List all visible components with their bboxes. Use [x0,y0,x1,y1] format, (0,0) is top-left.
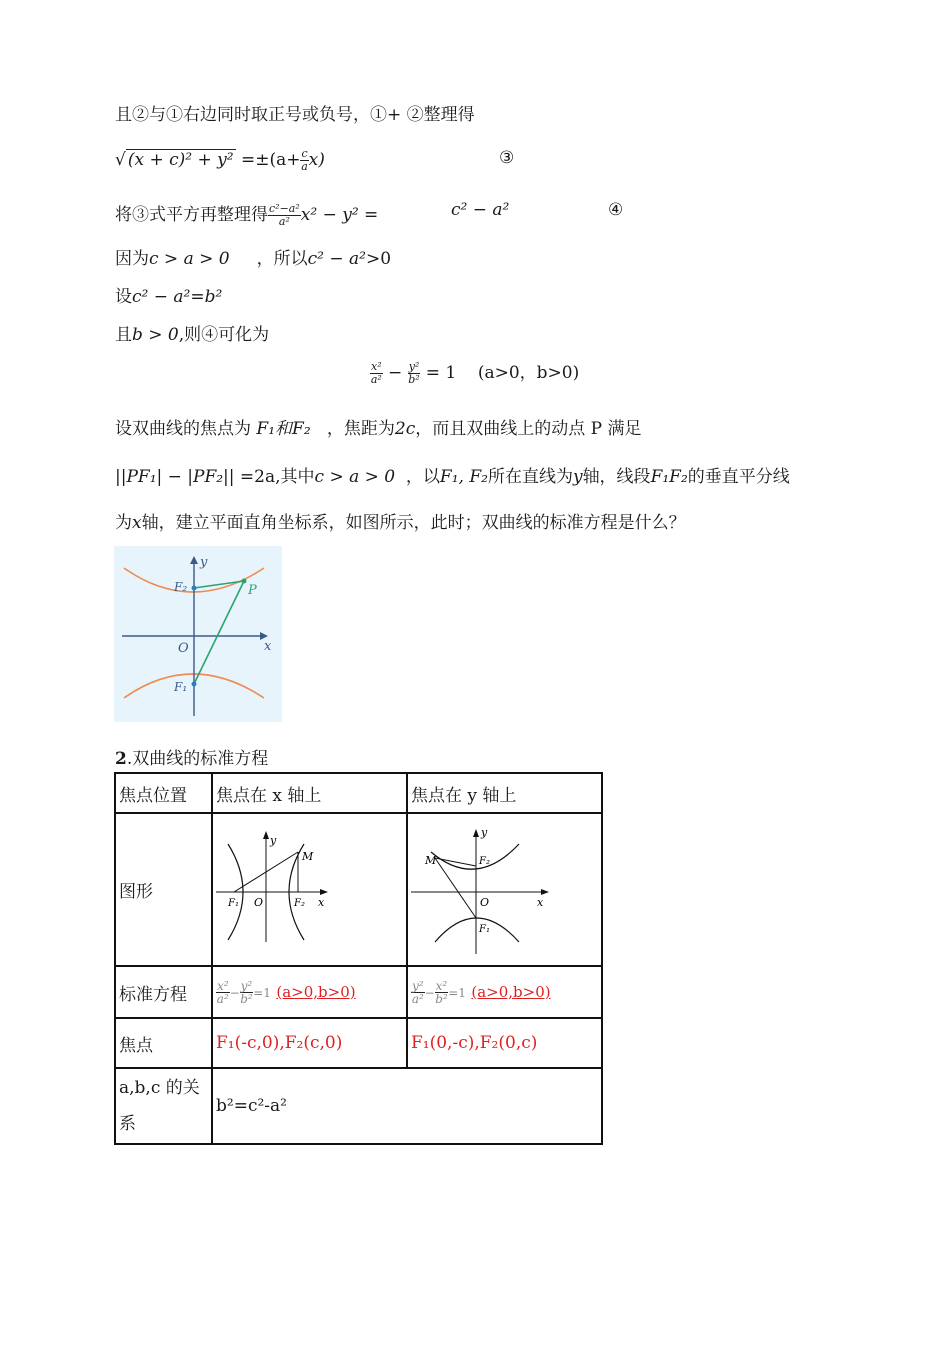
so-word: ，所以 [256,249,308,269]
so-gt: >0 [365,249,392,269]
figy-y-label: y [481,826,488,839]
sqrt-sign: √ [115,150,126,170]
p2-b: ，以 [405,467,440,487]
eqy-frac-2: $\frac{\text{x²}}{\text{b²}}$ [435,978,448,1006]
text-set [115,282,222,307]
and-rest: ,则④可化为 [178,325,270,345]
std-frac-y: $\frac{\text{y²}}{\text{b²}}$ [408,360,420,386]
fig1-origin-label: O [178,641,189,656]
eqx-one: =1 [253,985,271,1000]
figx-origin-label: O [254,896,264,909]
standard-equation [370,358,579,386]
std-cond: (a>0，b>0) [477,363,580,383]
cell-graph-y [407,813,602,966]
p3-b: 轴，建立平面直角坐标系，如图所示，此时；双曲线的标准方程是什么？ [141,513,686,533]
eqx-condition: (a>0,b>0) [276,982,356,1001]
hyperbola-y-figure [411,814,596,960]
std-minus: − [388,363,403,383]
section-number: 2 [115,749,127,769]
cell-graph-x [212,813,407,966]
eqx-frac-2: $\frac{\text{y²}}{\text{b²}}$ [240,978,253,1006]
p2-a: =2a,其中 [239,467,315,487]
text-line-1: 且②与①右边同时取正号或负号，①+ ②整理得 [115,105,475,125]
fig1-f2-label: F₂ [174,580,188,594]
hyperbola-figure-1 [114,546,282,722]
p2-c: 所在直线为 [487,467,573,487]
p1-c: ，而且双曲线上的动点 P 满足 [415,419,642,439]
row-label-equation: 标准方程 [115,966,212,1018]
figx-x-label: x [318,896,325,909]
set-eq: = [190,287,205,307]
eqy-one: =1 [448,985,466,1000]
eq4-rest: x² − y² = [300,205,379,225]
figy-m-label: M [425,854,437,867]
figx-y-label: y [270,834,277,847]
table-row-relation [115,1068,602,1144]
relation-label-b: 系 [119,1114,136,1134]
equation-3 [115,147,515,173]
p1-f2: F₂ [292,419,311,439]
p2-e: 的垂直平分线 [687,467,790,487]
paragraph-2 [115,462,790,487]
cell-equation-x: $\frac{\text{x²}}{\text{a²}}$ − $\frac{\text{y²}}{\text{b²}}$ =1 (a>0,b>0) [212,966,407,1018]
paragraph-3 [115,508,686,533]
fig1-f1-label: F₁ [174,680,188,694]
eq3-rhs: x) [308,150,325,170]
header-focus-position: 焦点位置 [115,773,212,813]
std-eq: = 1 [425,363,457,383]
and-cond: b > 0 [132,325,179,345]
text-because [115,244,391,269]
p1-and: 和 [275,419,293,439]
section-title [115,744,268,769]
hyperbola-x-figure [216,814,401,960]
fig1-y-label: y [200,555,208,570]
figy-y-arrow [473,829,479,837]
figy-segment-mf2 [435,858,476,866]
p1-f1: F₁ [256,419,276,439]
set-word: 设 [115,287,132,307]
header-y-axis: 焦点在 y 轴上 [407,773,602,813]
paragraph-1 [115,414,641,439]
p2-cond: c > a > 0 [314,467,396,487]
p2-abs: ||PF₁| − |PF₂|| [115,467,235,487]
std-frac-x: $\frac{\text{x²}}{\text{a²}}$ [370,360,382,386]
eqy-frac-1: $\frac{\text{y²}}{\text{a²}}$ [411,978,424,1006]
figy-f1-label: F₁ [479,924,490,935]
p3-x: x [132,513,142,533]
eq3-mid: =±(a+ [240,150,301,170]
because-word: 因为 [115,249,149,269]
figx-y-arrow [263,831,269,839]
figx-f2-label: F₂ [294,898,305,909]
equation-4 [115,200,624,228]
set-rhs: b² [204,287,223,307]
cell-foci-y: F₁(0,-c),F₂(0,c) [407,1018,602,1068]
text-and [115,320,269,345]
set-lhs: c² − a² [132,287,191,307]
figy-lower-branch [435,918,519,942]
table-row-equation [115,966,602,1018]
sqrt-content: (x + c)² + y² [127,150,234,170]
section-text: .双曲线的标准方程 [126,749,269,769]
table-row-foci [115,1018,602,1068]
header-x-axis: 焦点在 x 轴上 [212,773,407,813]
figx-f1-label: F₁ [228,898,239,909]
and-word: 且 [115,325,132,345]
eq4-tag: ④ [608,200,624,220]
focus-f2-point [192,586,197,591]
focus-f1-point [192,682,197,687]
so-expr: c² − a² [307,249,366,269]
eq4-rhs: c² − a² [451,200,510,220]
figy-x-label: x [537,896,544,909]
figy-f2-label: F₂ [479,856,490,867]
figx-m-label: M [302,850,314,863]
row-label-relation [115,1068,212,1144]
p2-f: F₁, F₂ [439,467,488,487]
eqy-condition: (a>0,b>0) [471,982,551,1001]
cell-equation-y: $\frac{\text{y²}}{\text{a²}}$ − $\frac{\text{x²}}{\text{b²}}$ =1 (a>0,b>0) [407,966,602,1018]
because-cond: c > a > 0 [149,249,230,269]
fig1-p-label: P [248,583,257,598]
relation-label-a: a,b,c 的关 [119,1078,200,1098]
table-header-row [115,773,602,813]
cell-relation: b²=c²-a² [212,1068,602,1144]
eq3-fraction: $\frac{c}{a}$ [301,147,308,173]
table-row-graph [115,813,602,966]
point-p [242,579,247,584]
row-label-foci: 焦点 [115,1018,212,1068]
eq4-prefix: 将③式平方再整理得 [115,205,268,225]
p1-b: ，焦距为 [326,419,395,439]
p2-y: y [572,467,583,487]
p3-a: 为 [115,513,132,533]
cell-foci-x: F₁(-c,0),F₂(c,0) [212,1018,407,1068]
eq4-fraction: $\frac{\text{c²−a²}}{\text{a²}}$ [269,202,300,228]
p1-a: 设双曲线的焦点为 [115,419,251,439]
figy-origin-label: O [480,896,490,909]
p2-f12: F₁F₂ [650,467,688,487]
figx-x-arrow [320,889,328,895]
fig1-x-label: x [264,639,272,654]
eqx-frac-1: $\frac{\text{x²}}{\text{a²}}$ [216,978,229,1006]
p2-d: 轴，线段 [582,467,651,487]
hyperbola-standard-table [114,772,603,1145]
eq3-tag: ③ [499,148,515,168]
row-label-graph: 图形 [115,813,212,966]
p1-2c: 2c [394,419,416,439]
figy-x-arrow [541,889,549,895]
